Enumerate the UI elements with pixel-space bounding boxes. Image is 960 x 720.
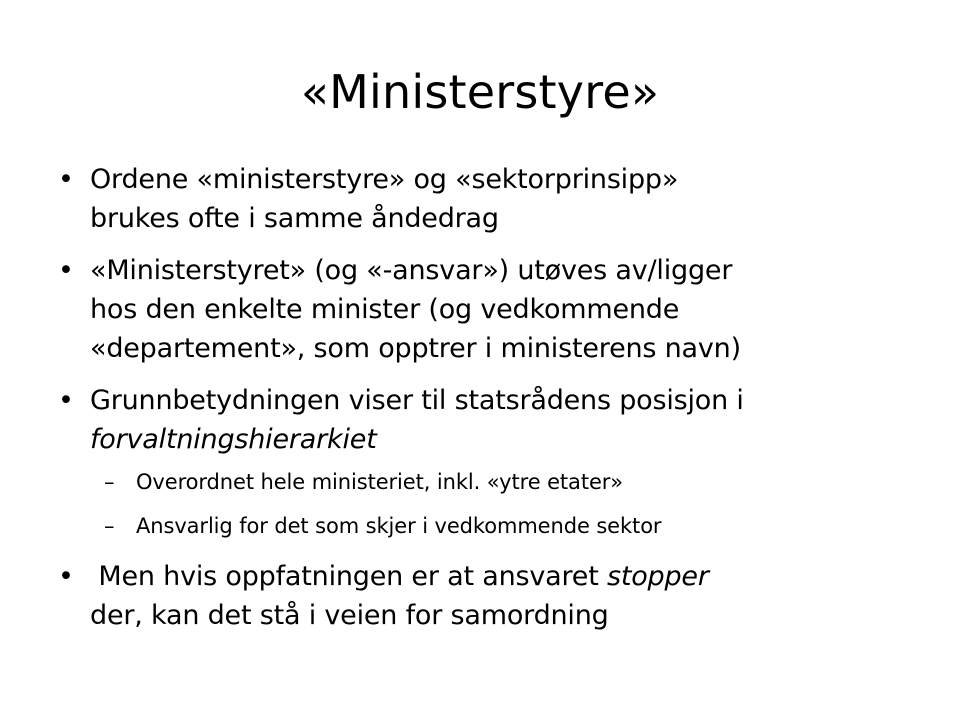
bullet-dot-icon: • (58, 385, 74, 416)
bullet-text-line: «departement», som opptrer i ministerens navn) (90, 333, 741, 364)
bullet-item (58, 381, 904, 459)
slide-title: «Ministerstyre» (300, 65, 660, 119)
bullet-text-line: Grunnbetydningen viser til statsrådens posisjon i (90, 385, 744, 416)
sub-bullet-item (58, 467, 904, 497)
dash-icon: – (104, 470, 115, 494)
bullet-text-line: der, kan det stå i veien for samordning (90, 600, 609, 631)
dash-icon: – (104, 514, 115, 538)
bullet-item (58, 160, 904, 238)
bullet-list (58, 160, 904, 648)
bullet-text-line: Ordene «ministerstyre» og «sektorprinsipp» (90, 164, 679, 195)
bullet-dot-icon: • (58, 561, 74, 592)
bullet-item (58, 251, 904, 368)
bullet-text-line: «Ministerstyret» (og «-ansvar») utøves av/ligger (90, 255, 733, 286)
bullet-text-line: brukes ofte i samme åndedrag (90, 203, 499, 234)
sub-bullet-text: Ansvarlig for det som skjer i vedkommende sektor (136, 514, 662, 538)
bullet-item (58, 557, 904, 635)
italic-term: stopper (606, 561, 709, 592)
bullet-dot-icon: • (58, 255, 74, 286)
sub-bullet-item (58, 511, 904, 541)
bullet-text-line: hos den enkelte minister (og vedkommende (90, 294, 680, 325)
sub-bullet-text: Overordnet hele ministeriet, inkl. «ytre etater» (136, 470, 624, 494)
bullet-text-line (90, 557, 904, 596)
bullet-text-line (90, 420, 904, 459)
italic-term: forvaltningshierarkiet (90, 424, 377, 455)
bullet-text-segment: Men hvis oppfatningen er at ansvaret (90, 561, 607, 592)
bullet-dot-icon: • (58, 164, 74, 195)
